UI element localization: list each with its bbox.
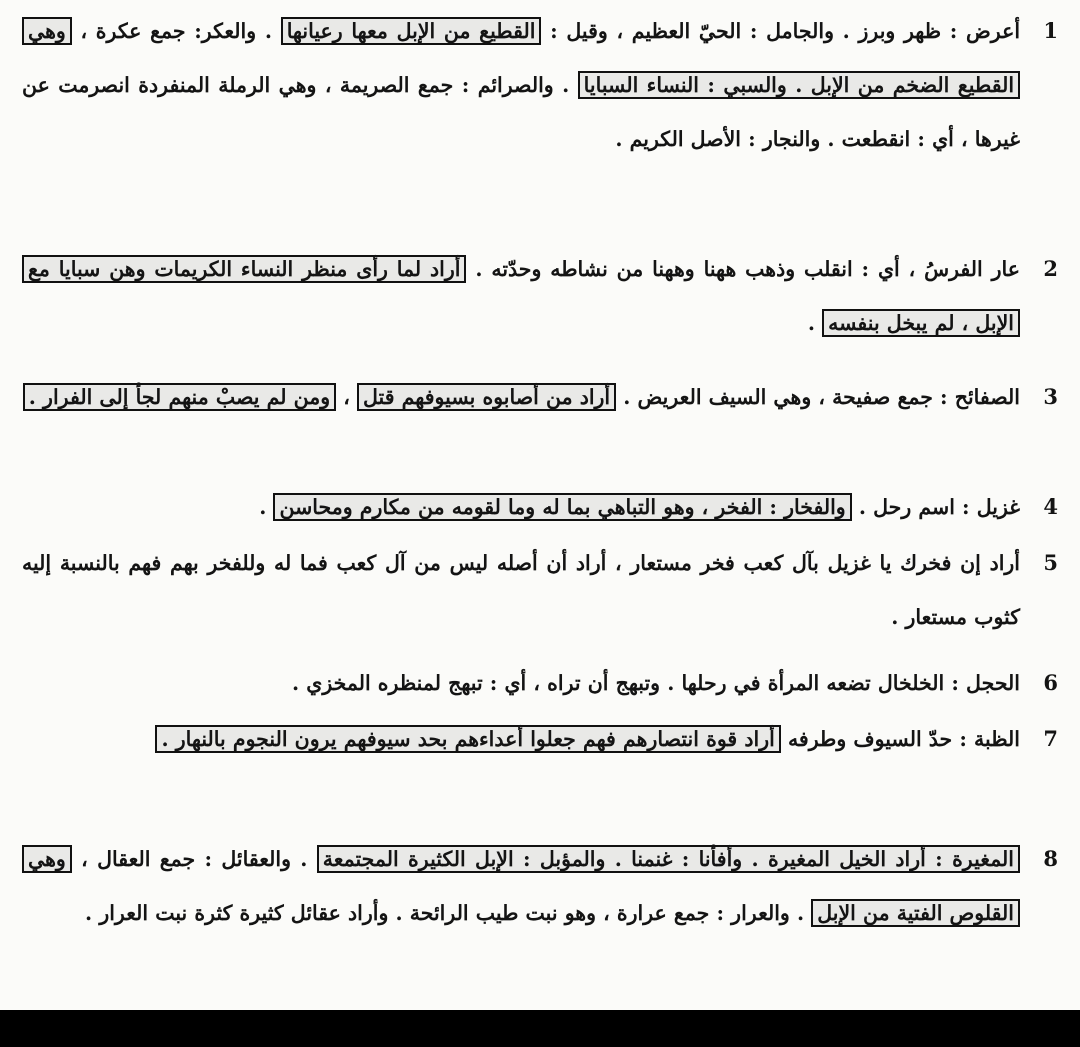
note-text-segment: غزيل : اسم رحل .: [858, 495, 1020, 519]
note-text-segment: ،: [343, 385, 350, 409]
note-number: 5: [1043, 550, 1058, 575]
note-text-segment: الظبة : حدّ السيوف وطرفه: [787, 727, 1020, 751]
note-number: 1: [1043, 18, 1058, 43]
note-2: [0, 242, 1080, 362]
note-7: [0, 712, 1080, 824]
highlight-box: والفخار : الفخر ، وهو التباهي بما له وما لقومه من مكارم ومحاسن: [273, 493, 851, 521]
note-text-segment: .: [807, 311, 815, 335]
note-number: 6: [1043, 670, 1058, 695]
note-text-segment: أراد إن فخرك يا غزيل بآل كعب فخر مستعار ، أراد أن أصله ليس من آل كعب فما له وللفخر بهم فهم بالنسبة إليه كثوب مستعار .: [22, 551, 1020, 629]
note-6: [0, 656, 1080, 712]
highlight-box: ومن لم يصبْ منهم لجأ إلى الفرار .: [23, 383, 336, 411]
note-text: [22, 4, 1020, 166]
note-number: 4: [1043, 494, 1058, 519]
note-3: [0, 370, 1080, 480]
note-text-segment: الصفائح : جمع صفيحة ، وهي السيف العريض .: [623, 385, 1020, 409]
highlight-box: وهي القطيع الضخم من الإبل . والسبي : النساء السبايا: [22, 17, 1020, 99]
note-text: [22, 832, 1020, 940]
note-text-segment: . والعرار : جمع عرارة ، وهو نبت طيب الرائحة . وأراد عقائل كثيرة كثرة نبت العرار .: [85, 901, 805, 925]
bottom-black-bar: [0, 1010, 1080, 1047]
highlight-box: أراد من أصابوه بسيوفهم قتل: [357, 383, 616, 411]
note-text: [22, 656, 1020, 710]
note-text-segment: عار الفرسُ ، أي : انقلب وذهب ههنا وههنا من نشاطه وحدّته .: [475, 257, 1020, 281]
note-number: 7: [1043, 726, 1058, 751]
highlight-box: أراد قوة انتصارهم فهم جعلوا أعداءهم بحد سيوفهم يرون النجوم بالنهار .: [155, 725, 780, 753]
note-8: [0, 832, 1080, 1002]
note-text-segment: الحجل : الخلخال تضعه المرأة في رحلها . وتبهج أن تراه ، أي : تبهج لمنظره المخزي .: [292, 671, 1020, 695]
highlight-box: القطيع من الإبل معها رعيانها: [281, 17, 542, 45]
highlight-box: المغيرة : أراد الخيل المغيرة . وأفأنا : غنمنا . والمؤبل : الإبل الكثيرة المجتمعة: [317, 845, 1020, 873]
note-text: [22, 536, 1020, 644]
note-number: 3: [1043, 384, 1058, 409]
note-text: [22, 480, 1020, 534]
note-text-segment: . والعقائل : جمع العقال ،: [81, 847, 308, 871]
highlight-box: وهي القلوص الفتية من الإبل: [22, 845, 1020, 927]
note-5: [0, 536, 1080, 648]
note-text-segment: .: [259, 495, 267, 519]
note-number: 8: [1043, 846, 1058, 871]
note-4: [0, 480, 1080, 536]
note-text: [22, 712, 1020, 766]
note-1: [0, 4, 1080, 234]
note-text-segment: . والصرائم : جمع الصريمة ، وهي الرملة المنفردة انصرمت عن غيرها ، أي : انقطعت . والنجار : الأصل الكريم .: [22, 73, 1020, 151]
note-text: [22, 242, 1020, 350]
highlight-box: أراد لما رأى منظر النساء الكريمات وهن سبايا مع الإبل ، لم يبخل بنفسه: [22, 255, 1020, 337]
note-number: 2: [1043, 256, 1058, 281]
note-text-segment: . والعكر: جمع عكرة ،: [80, 19, 272, 43]
note-text-segment: أعرض : ظهر وبرز . والجامل : الحيّ العظيم ، وقيل :: [550, 19, 1021, 43]
note-text: [22, 370, 1020, 424]
